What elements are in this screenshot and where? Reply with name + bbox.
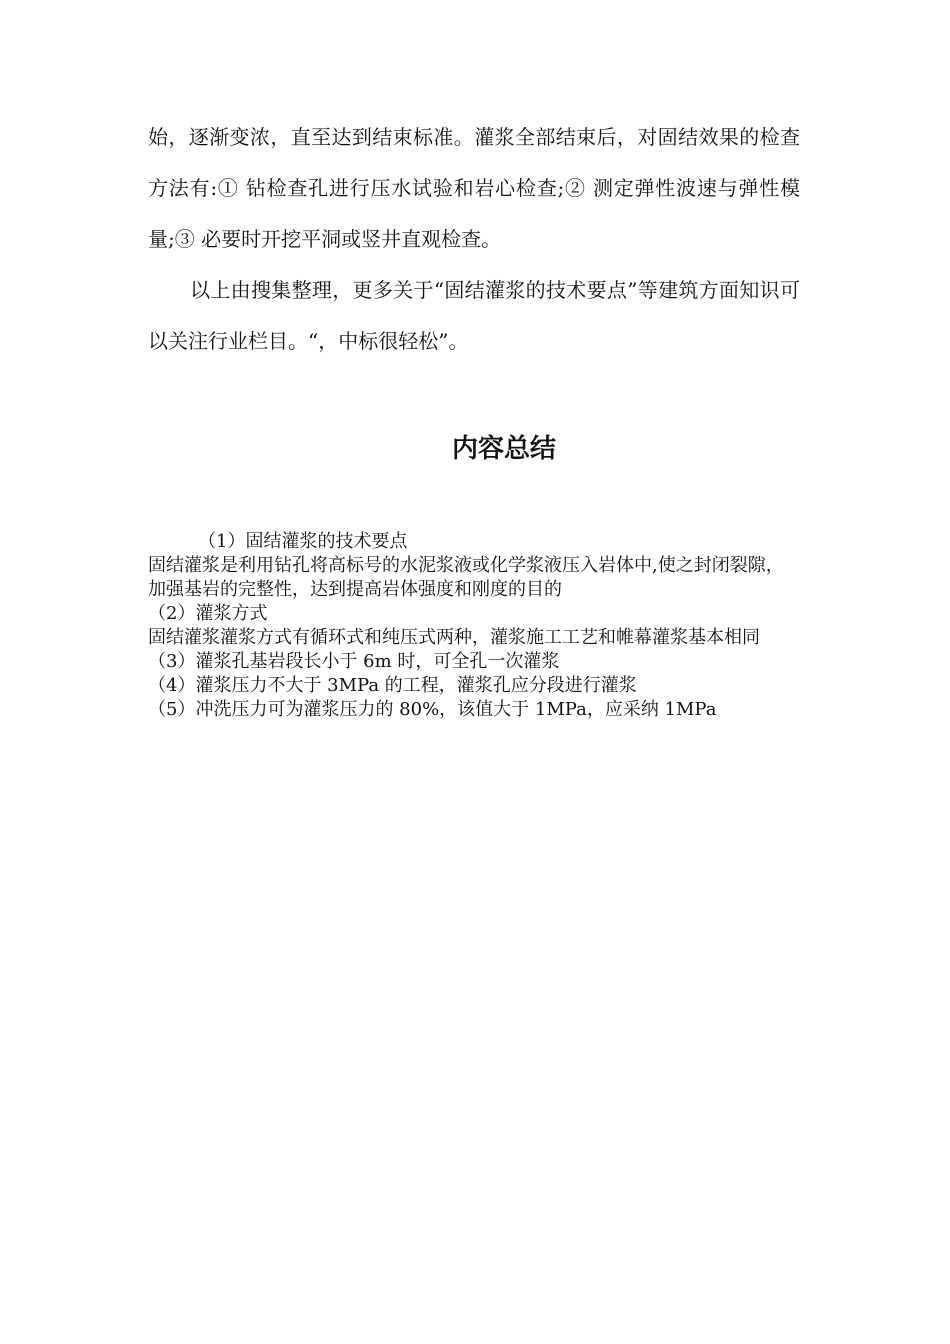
paragraph-source-note: 以上由搜集整理，更多关于“固结灌浆的技术要点”等建筑方面知识可以关注行业栏目。“，中标很轻松”。 bbox=[148, 278, 800, 353]
summary-item: （3）灌浆孔基岩段长小于 6m 时，可全孔一次灌浆 bbox=[148, 651, 560, 672]
body-text bbox=[148, 112, 800, 367]
summary-item: 固结灌浆是利用钻孔将高标号的水泥浆液或化学浆液压入岩体中,使之封闭裂隙，加强基岩的完整性，达到提高岩体强度和刚度的目的 bbox=[148, 555, 784, 600]
summary-item: 固结灌浆灌浆方式有循环式和纯压式两种，灌浆施工工艺和帷幕灌浆基本相同 bbox=[148, 627, 760, 648]
summary-item: （4）灌浆压力不大于 3MPa 的工程，灌浆孔应分段进行灌浆 bbox=[148, 675, 637, 696]
summary-title: 内容总结 bbox=[451, 434, 556, 464]
summary-list bbox=[148, 530, 800, 722]
summary-item: （1）固结灌浆的技术要点 bbox=[198, 531, 408, 552]
paragraph-inspection-methods: 始，逐渐变浓，直至达到结束标准。灌浆全部结束后，对固结效果的检查方法有:① 钻检查孔进行压水试验和岩心检查;② 测定弹性波速与弹性模量;③ 必要时开挖平洞或竖井直观检查。 bbox=[148, 125, 800, 251]
summary-item: （5）冲洗压力可为灌浆压力的 80%，该值大于 1MPa，应采纳 1MPa bbox=[148, 699, 717, 720]
summary-item: （2）灌浆方式 bbox=[148, 603, 268, 624]
